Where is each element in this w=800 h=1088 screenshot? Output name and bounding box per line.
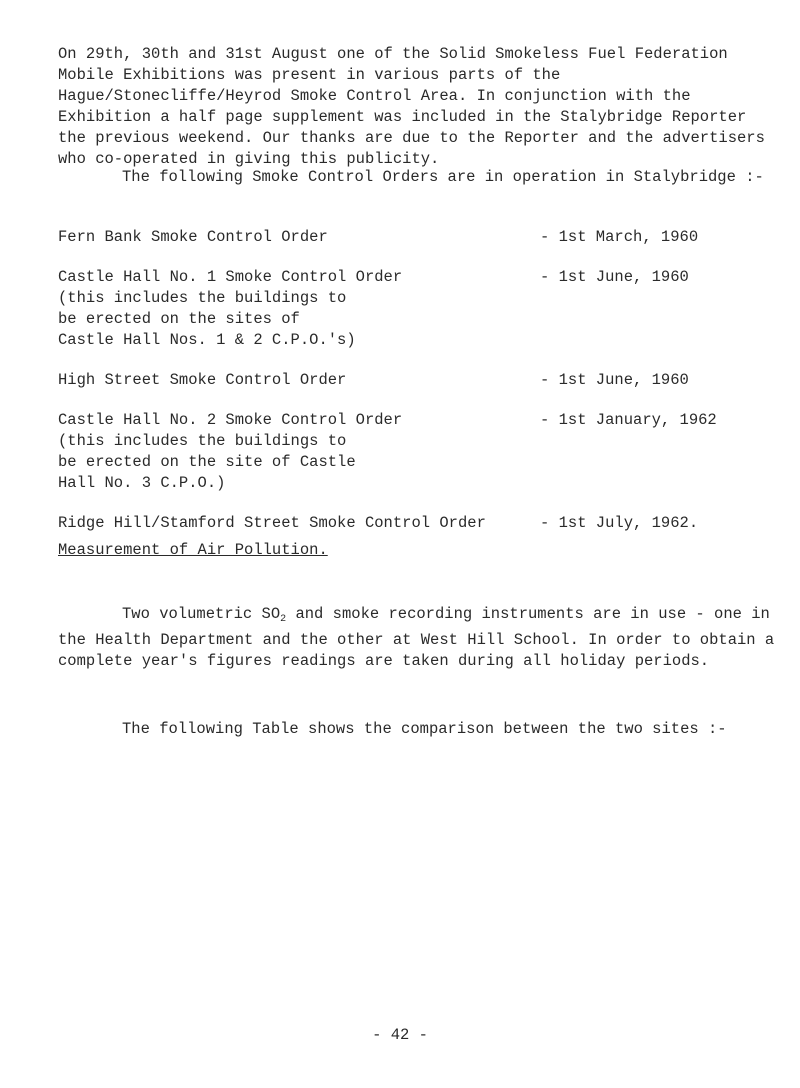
order-date: - 1st July, 1962. (540, 514, 699, 532)
order-note: (this includes the buildings to be erected on the sites of Castle Hall Nos. 1 & 2 C.P.O.'s) (58, 289, 356, 349)
order-date: - 1st March, 1960 (540, 228, 699, 246)
order-date: - 1st June, 1960 (540, 371, 689, 389)
measurement-paragraph (58, 604, 784, 672)
table-lead-paragraph: The following Table shows the comparison between the two sites :- (122, 720, 727, 738)
order-row (58, 410, 778, 494)
smoke-control-orders-list (58, 227, 778, 553)
orders-lead-paragraph: The following Smoke Control Orders are in operation in Stalybridge :- (122, 168, 764, 186)
section-heading: Measurement of Air Pollution. (58, 541, 328, 559)
order-date: - 1st June, 1960 (540, 268, 689, 286)
so2-subscript: 2 (280, 614, 287, 625)
intro-paragraph: On 29th, 30th and 31st August one of the Solid Smokeless Fuel Federation Mobile Exhibitions was present in various parts of the Hague/Stonecliffe/Heyrod Smoke Control Area. In conjunction with the Exhibition a half page supplement was included in the Stalybridge Reporter the previous weekend. Our thanks are due to the Reporter and the advertisers who co-operated in giving this publicity. (58, 45, 775, 168)
order-name: Castle Hall No. 2 Smoke Control Order (58, 411, 403, 429)
order-name: Fern Bank Smoke Control Order (58, 228, 328, 246)
order-name: High Street Smoke Control Order (58, 371, 347, 389)
order-row (58, 370, 778, 391)
order-row (58, 227, 778, 248)
order-row (58, 513, 778, 534)
order-name: Castle Hall No. 1 Smoke Control Order (58, 268, 403, 286)
measurement-text-start: Two volumetric SO (122, 605, 281, 623)
order-date: - 1st January, 1962 (540, 411, 717, 429)
order-name: Ridge Hill/Stamford Street Smoke Control Order (58, 514, 486, 532)
page-number: - 42 - (372, 1026, 428, 1044)
order-row (58, 267, 778, 351)
measurement-text-rest: and smoke recording instruments are in use - one in the Health Department and the other at West Hill School. In order to obtain a complete year's figures readings are taken during all holiday periods. (58, 605, 784, 670)
order-note: (this includes the buildings to be erected on the site of Castle Hall No. 3 C.P.O.) (58, 432, 356, 492)
